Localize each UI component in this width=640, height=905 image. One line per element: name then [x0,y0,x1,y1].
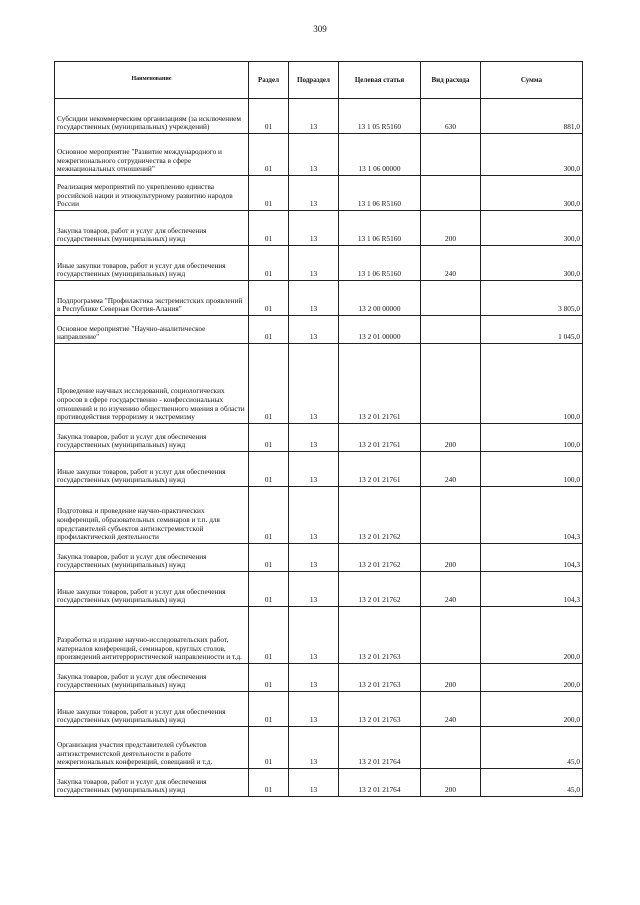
row-target: 13 2 01 21763 [339,607,421,664]
row-subsection: 13 [289,664,339,692]
row-expense [421,176,481,211]
row-sum: 100,0 [481,344,583,424]
row-subsection: 13 [289,452,339,487]
table-row [55,211,583,246]
row-subsection: 13 [289,99,339,134]
row-sum: 3 805,0 [481,281,583,316]
row-subsection: 13 [289,134,339,176]
row-subsection: 13 [289,424,339,452]
header-name: Наименование [55,62,249,99]
row-name: Закупка товаров, работ и услуг для обеспечения государственных (муниципальных) нужд [55,544,249,572]
header-expense: Вид расхода [421,62,481,99]
row-section: 01 [249,211,289,246]
row-expense: 240 [421,452,481,487]
table-row [55,344,583,424]
row-expense: 200 [421,211,481,246]
row-expense [421,487,481,544]
row-target: 13 2 01 21764 [339,769,421,797]
row-section: 01 [249,344,289,424]
row-section: 01 [249,607,289,664]
row-subsection: 13 [289,572,339,607]
row-target: 13 2 00 00000 [339,281,421,316]
row-sum: 100,0 [481,424,583,452]
row-sum: 200,0 [481,664,583,692]
header-subsection: Подраздел [289,62,339,99]
row-section: 01 [249,134,289,176]
row-expense [421,281,481,316]
header-section: Раздел [249,62,289,99]
row-expense: 240 [421,246,481,281]
row-target: 13 2 01 21764 [339,727,421,769]
row-target: 13 2 01 00000 [339,316,421,344]
row-name: Закупка товаров, работ и услуг для обеспечения государственных (муниципальных) нужд [55,424,249,452]
row-name: Закупка товаров, работ и услуг для обеспечения государственных (муниципальных) нужд [55,769,249,797]
row-section: 01 [249,664,289,692]
row-subsection: 13 [289,487,339,544]
row-target: 13 2 01 21761 [339,452,421,487]
row-section: 01 [249,281,289,316]
row-target: 13 2 01 21763 [339,664,421,692]
budget-table [54,61,583,797]
table-row [55,316,583,344]
row-sum: 200,0 [481,692,583,727]
row-target: 13 2 01 21761 [339,424,421,452]
row-sum: 104,3 [481,487,583,544]
table-row [55,544,583,572]
table-row [55,452,583,487]
row-name: Разработка и издание научно-исследовательских работ, материалов конференций, семинаров, круглых столов, произведений антитеррористической направленности и т.д. [55,607,249,664]
row-name: Иные закупки товаров, работ и услуг для обеспечения государственных (муниципальных) нужд [55,692,249,727]
row-subsection: 13 [289,544,339,572]
row-expense: 240 [421,572,481,607]
row-name: Закупка товаров, работ и услуг для обеспечения государственных (муниципальных) нужд [55,664,249,692]
row-sum: 881,0 [481,99,583,134]
row-name: Иные закупки товаров, работ и услуг для обеспечения государственных (муниципальных) нужд [55,572,249,607]
row-section: 01 [249,692,289,727]
row-name: Организация участия представителей субъектов антиэкстремистской деятельности в работе межрегиональных конференций, совещаний и т.д. [55,727,249,769]
table-row [55,99,583,134]
table-row [55,134,583,176]
row-subsection: 13 [289,769,339,797]
row-section: 01 [249,246,289,281]
row-sum: 45,0 [481,727,583,769]
row-subsection: 13 [289,727,339,769]
row-section: 01 [249,727,289,769]
table-row [55,769,583,797]
row-section: 01 [249,99,289,134]
row-sum: 1 045,0 [481,316,583,344]
row-expense: 200 [421,424,481,452]
row-sum: 300,0 [481,246,583,281]
row-subsection: 13 [289,607,339,664]
row-name: Подготовка и проведение научно-практических конференций, образовательных семинаров и т.п. для представителей субъектов антиэкстремистской профилактической деятельности [55,487,249,544]
row-target: 13 1 06 R5160 [339,176,421,211]
row-target: 13 1 06 00000 [339,134,421,176]
row-name: Закупка товаров, работ и услуг для обеспечения государственных (муниципальных) нужд [55,211,249,246]
row-name: Основное мероприятие "Научно-аналитическое направление" [55,316,249,344]
row-subsection: 13 [289,316,339,344]
row-expense: 200 [421,769,481,797]
table-row [55,664,583,692]
row-name: Иные закупки товаров, работ и услуг для обеспечения государственных (муниципальных) нужд [55,246,249,281]
row-target: 13 2 01 21761 [339,344,421,424]
row-sum: 104,3 [481,544,583,572]
row-expense: 240 [421,692,481,727]
row-name: Проведение научных исследований, социологических опросов в сфере государственно - конфессиональных отношений и по изучению общественного мнения в области противодействия терроризму и экстремизму [55,344,249,424]
row-target: 13 1 06 R5160 [339,211,421,246]
row-expense [421,316,481,344]
row-subsection: 13 [289,281,339,316]
row-subsection: 13 [289,692,339,727]
row-expense: 200 [421,544,481,572]
row-name: Подпрограмма "Профилактика экстремистских проявлений в Республике Северная Осетия-Алания" [55,281,249,316]
row-section: 01 [249,769,289,797]
row-section: 01 [249,452,289,487]
table-row [55,487,583,544]
table-row [55,607,583,664]
row-section: 01 [249,316,289,344]
table-header-row [55,62,583,99]
table-row [55,692,583,727]
row-target: 13 2 01 21763 [339,692,421,727]
row-section: 01 [249,176,289,211]
row-sum: 104,3 [481,572,583,607]
row-subsection: 13 [289,176,339,211]
header-sum: Сумма [481,62,583,99]
page-number: 309 [313,24,327,34]
row-sum: 100,0 [481,452,583,487]
row-section: 01 [249,424,289,452]
row-subsection: 13 [289,211,339,246]
row-name: Иные закупки товаров, работ и услуг для обеспечения государственных (муниципальных) нужд [55,452,249,487]
row-target: 13 1 05 R5160 [339,99,421,134]
header-target: Целевая статья [339,62,421,99]
row-expense [421,344,481,424]
row-section: 01 [249,544,289,572]
row-target: 13 2 01 21762 [339,572,421,607]
row-target: 13 2 01 21762 [339,544,421,572]
row-expense: 630 [421,99,481,134]
table-row [55,727,583,769]
row-expense [421,607,481,664]
table-row [55,281,583,316]
table-row [55,246,583,281]
row-section: 01 [249,487,289,544]
table-row [55,424,583,452]
row-expense: 200 [421,664,481,692]
row-name: Реализация мероприятий по укреплению единства российской нации и этнокультурному развитию народов России [55,176,249,211]
row-sum: 200,0 [481,607,583,664]
row-expense [421,727,481,769]
row-sum: 300,0 [481,134,583,176]
row-name: Субсидии некоммерческим организациям (за исключением государственных (муниципальных) учреждений) [55,99,249,134]
row-sum: 300,0 [481,176,583,211]
row-sum: 300,0 [481,211,583,246]
row-subsection: 13 [289,344,339,424]
row-sum: 45,0 [481,769,583,797]
row-subsection: 13 [289,246,339,281]
row-name: Основное мероприятие "Развитие международного и межрегионального сотрудничества в сфере межнациональных отношений" [55,134,249,176]
table-row [55,572,583,607]
row-expense [421,134,481,176]
row-section: 01 [249,572,289,607]
table-row [55,176,583,211]
row-target: 13 1 06 R5160 [339,246,421,281]
row-target: 13 2 01 21762 [339,487,421,544]
